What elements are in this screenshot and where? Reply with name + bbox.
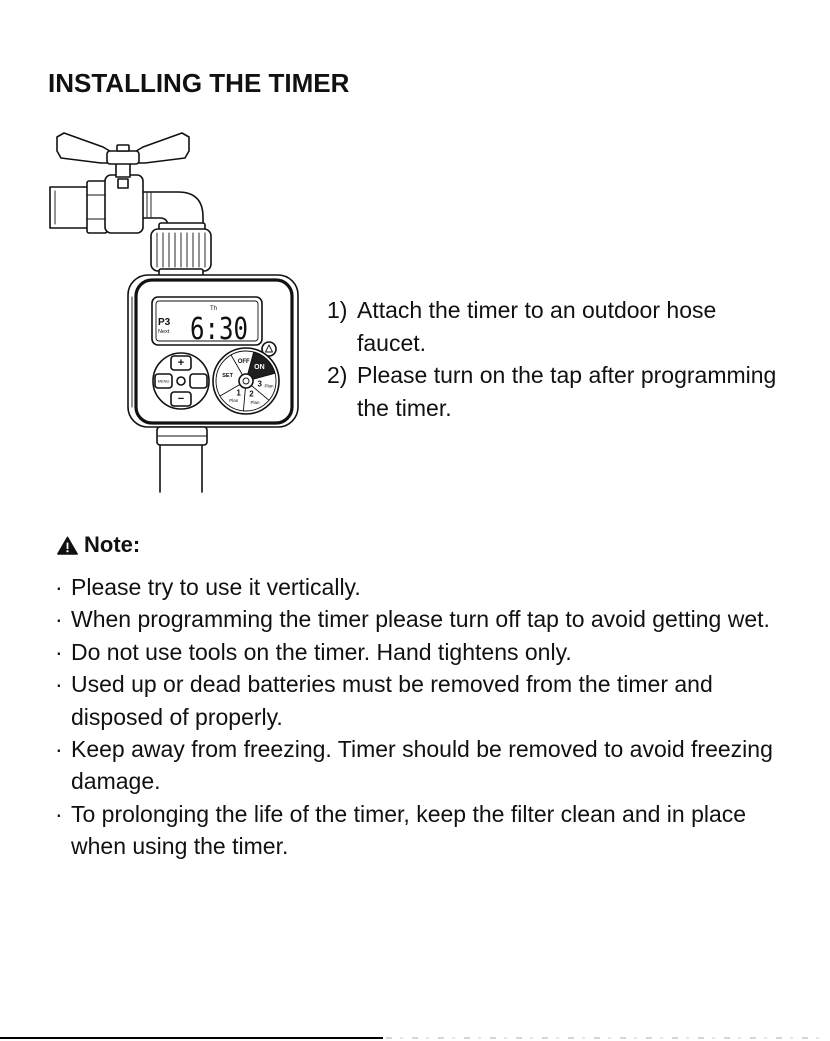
- note-item: [55, 668, 773, 700]
- warning-icon: [57, 536, 78, 555]
- valve-detail: [118, 179, 128, 188]
- dial-plan1-number: 1: [236, 388, 241, 398]
- note-text: damage.: [71, 768, 161, 795]
- step-2-continued: [327, 392, 776, 425]
- dial-hub: [239, 374, 253, 388]
- dial-plan2-word: Plan: [250, 400, 260, 405]
- lcd-program-label: P3: [158, 317, 171, 328]
- valve-handle: [57, 133, 189, 177]
- step-text: Please turn on the tap after programming: [357, 362, 777, 389]
- bullet: ·: [55, 574, 63, 600]
- faucet-timer-illustration: [45, 125, 305, 495]
- note-text: disposed of properly.: [71, 703, 283, 730]
- right-button: [190, 374, 207, 388]
- note-item: [55, 636, 773, 668]
- bullet: ·: [55, 800, 63, 827]
- outlet-hose: [160, 445, 202, 492]
- dial-plan1-word: Plan: [229, 398, 239, 403]
- install-steps: [327, 294, 776, 425]
- lcd-day-label: Th: [210, 306, 218, 312]
- step-number: 1): [327, 297, 348, 323]
- lcd-next-label: Next: [158, 329, 170, 335]
- bullet: ·: [55, 606, 63, 633]
- step-number: 2): [327, 362, 348, 389]
- page-title: INSTALLING THE TIMER: [48, 68, 350, 98]
- handle-cap: [117, 145, 129, 151]
- button-pad-center: [177, 377, 185, 385]
- minus-button-label: −: [177, 393, 185, 405]
- step-2: [327, 359, 776, 392]
- handle-hub: [107, 151, 139, 164]
- note-heading-text: Note:: [84, 532, 141, 557]
- step-1: [327, 294, 776, 327]
- faucet-spout: [141, 192, 203, 227]
- note-text: when using the timer.: [71, 833, 289, 860]
- note-text: When programming the timer please turn off tap to avoid getting wet.: [71, 606, 770, 633]
- handle-wing-left: [57, 133, 113, 163]
- note-item: [55, 733, 773, 765]
- note-text: Please try to use it vertically.: [71, 574, 361, 600]
- valve-body: [87, 175, 143, 233]
- note-item-continued: [55, 765, 773, 797]
- water-pipe-outline: [50, 187, 87, 228]
- spout-body: [141, 192, 203, 227]
- step-1-continued: [327, 327, 776, 360]
- water-pipe: [50, 187, 87, 228]
- dial-on-label: ON: [254, 364, 265, 372]
- bullet: ·: [55, 638, 63, 665]
- step-text: Attach the timer to an outdoor hose: [357, 297, 717, 323]
- hose-outlet: [157, 427, 207, 492]
- program-dial: [213, 348, 279, 414]
- step-text: faucet.: [357, 329, 427, 356]
- note-item-continued: [55, 830, 773, 862]
- coupling-nut: [151, 223, 211, 277]
- dial-plan3-word: Plan: [264, 383, 274, 389]
- bullet: ·: [55, 671, 63, 698]
- note-item: [55, 603, 773, 635]
- menu-button-label: MENU: [157, 378, 170, 384]
- footer-faint-marks: [386, 1037, 826, 1039]
- note-text: To prolonging the life of the timer, keep the filter clean and in place: [71, 800, 747, 827]
- footer-rule: [0, 1037, 383, 1039]
- note-text: Do not use tools on the timer. Hand tightens only.: [71, 638, 572, 665]
- handle-wing-right: [133, 133, 189, 163]
- note-heading: [57, 532, 140, 558]
- note-item-continued: [55, 701, 773, 733]
- dial-off-label: OFF: [237, 359, 250, 365]
- plus-button-label: +: [177, 357, 185, 369]
- dial-plan3-number: 3: [257, 379, 262, 389]
- note-text: Keep away from freezing. Timer should be removed to avoid freezing: [71, 735, 773, 762]
- valve-nut: [87, 181, 107, 233]
- step-text: the timer.: [357, 395, 452, 422]
- dial-set-label: SET: [222, 373, 233, 380]
- note-text: Used up or dead batteries must be removed from the timer and: [71, 671, 713, 698]
- lcd-time: 6:30: [190, 312, 248, 347]
- note-item: [55, 571, 773, 603]
- dial-plan2-number: 2: [249, 389, 254, 399]
- bullet: ·: [55, 735, 63, 762]
- note-item: [55, 798, 773, 830]
- note-list: [55, 571, 773, 863]
